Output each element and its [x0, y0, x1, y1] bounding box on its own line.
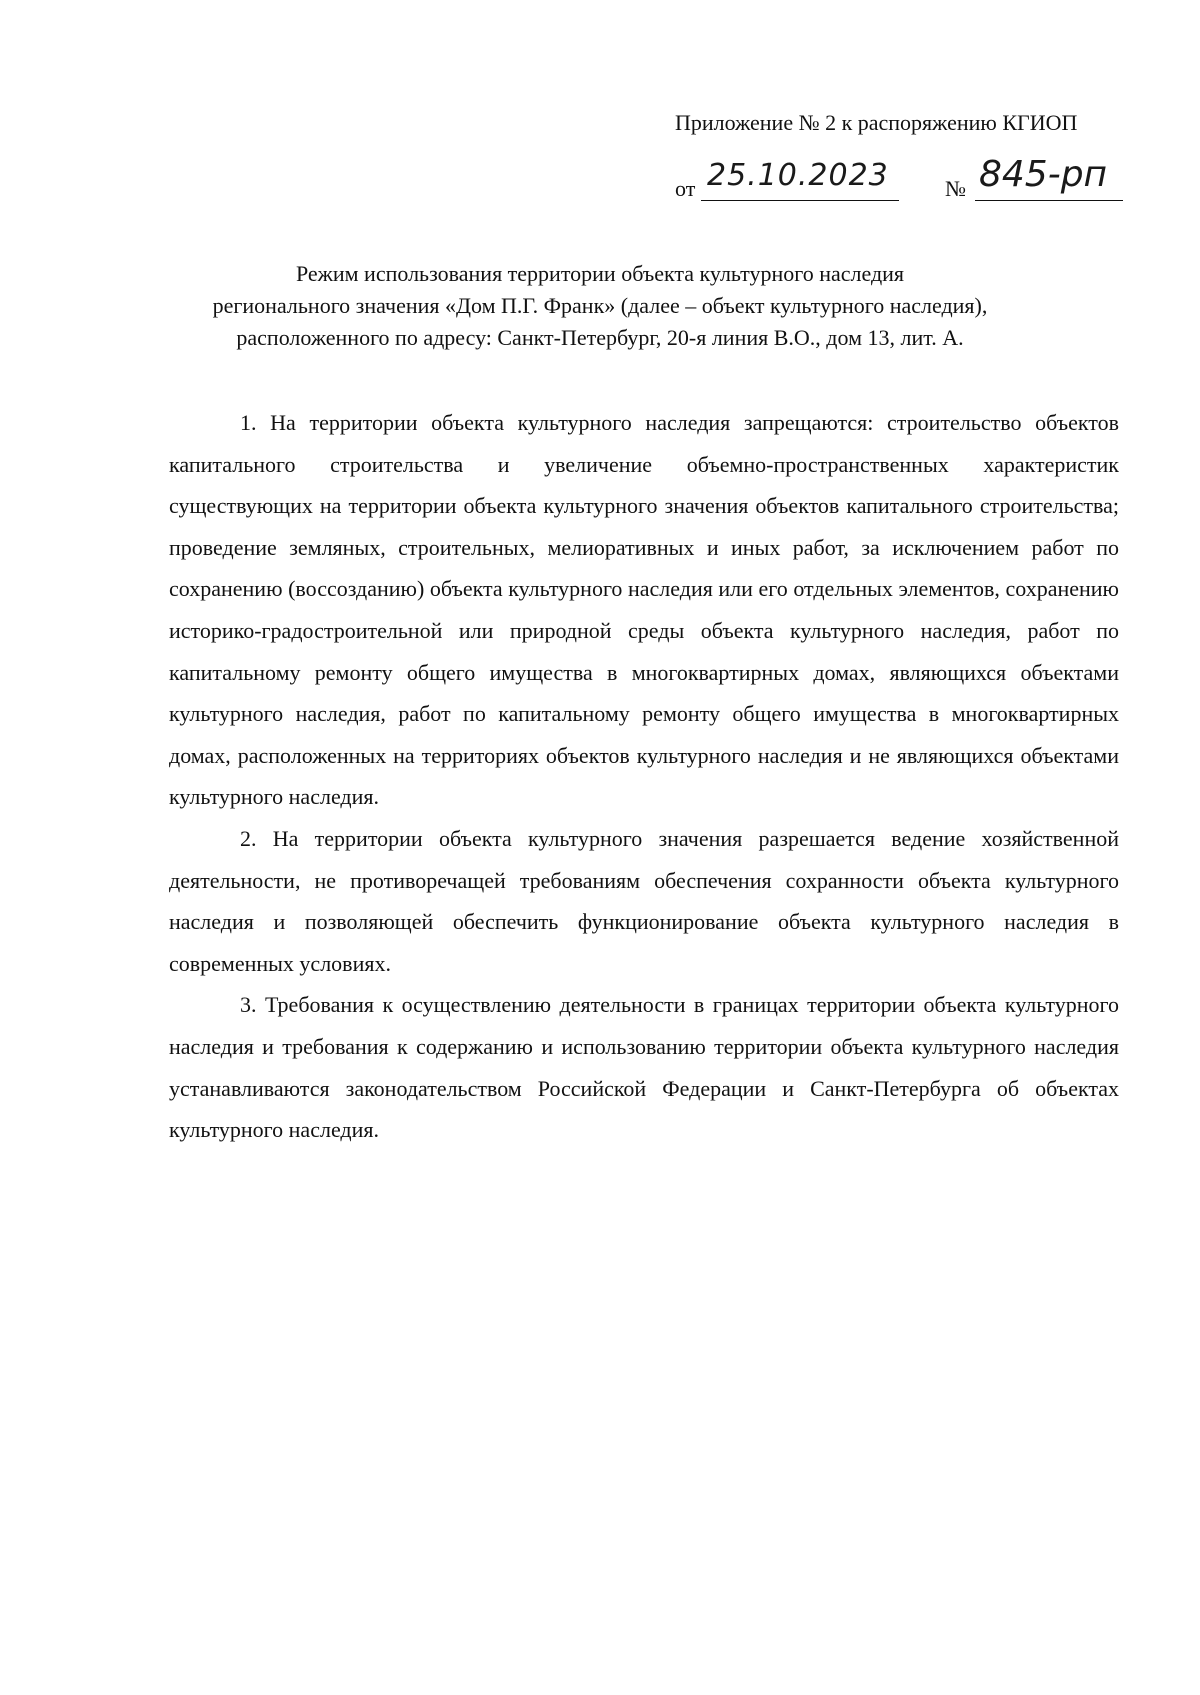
paragraph: 3. Требования к осуществлению деятельности в границах территории объекта культурного наследия и требования к содержанию и использованию территории объекта культурного наследия устанавливаются законодательством Российской Федерации и Санкт-Петербурга об объектах культурного наследия.	[169, 992, 1119, 1143]
order-reference	[675, 154, 1135, 208]
number-field	[975, 154, 1123, 201]
handwritten-number: 845-рп	[979, 154, 1108, 195]
handwritten-date: 25.10.2023	[707, 158, 889, 193]
document-title	[150, 258, 1050, 354]
date-field	[701, 160, 899, 201]
title-line: Режим использования территории объекта культурного наследия	[295, 261, 905, 286]
appendix-reference: Приложение № 2 к распоряжению КГИОП	[675, 110, 1078, 135]
paragraph: 2. На территории объекта культурного значения разрешается ведение хозяйственной деятельности, не противоречащей требованиям обеспечения сохранности объекта культурного наследия и позволяющей обеспечить функционирование объекта культурного наследия в современных условиях.	[169, 825, 1119, 976]
paragraph: 1. На территории объекта культурного наследия запрещаются: строительство объектов капитального строительства и увеличение объемно-пространственных характеристик существующих на территории объекта культурного значения объектов капитального строительства; проведение земляных, строительных, мелиоративных и иных работ, за исключением работ по сохранению (воссозданию) объекта культурного наследия или его отдельных элементов, сохранению историко-градостроительной или природной среды объекта культурного наследия, работ по капитальному ремонту общего имущества в многоквартирных домах, являющихся объектами культурного наследия, работ по капитальному ремонту общего имущества в многоквартирных домах, расположенных на территориях объектов культурного наследия и не являющихся объектами культурного наследия.	[169, 410, 1119, 810]
document-body	[169, 402, 1119, 1151]
number-label: №	[945, 176, 966, 201]
title-line: регионального значения «Дом П.Г. Франк» (далее – объект культурного наследия),	[212, 293, 988, 318]
title-line: расположенного по адресу: Санкт-Петербург, 20-я линия В.О., дом 13, лит. А.	[236, 325, 964, 350]
date-prefix: от	[675, 176, 696, 201]
